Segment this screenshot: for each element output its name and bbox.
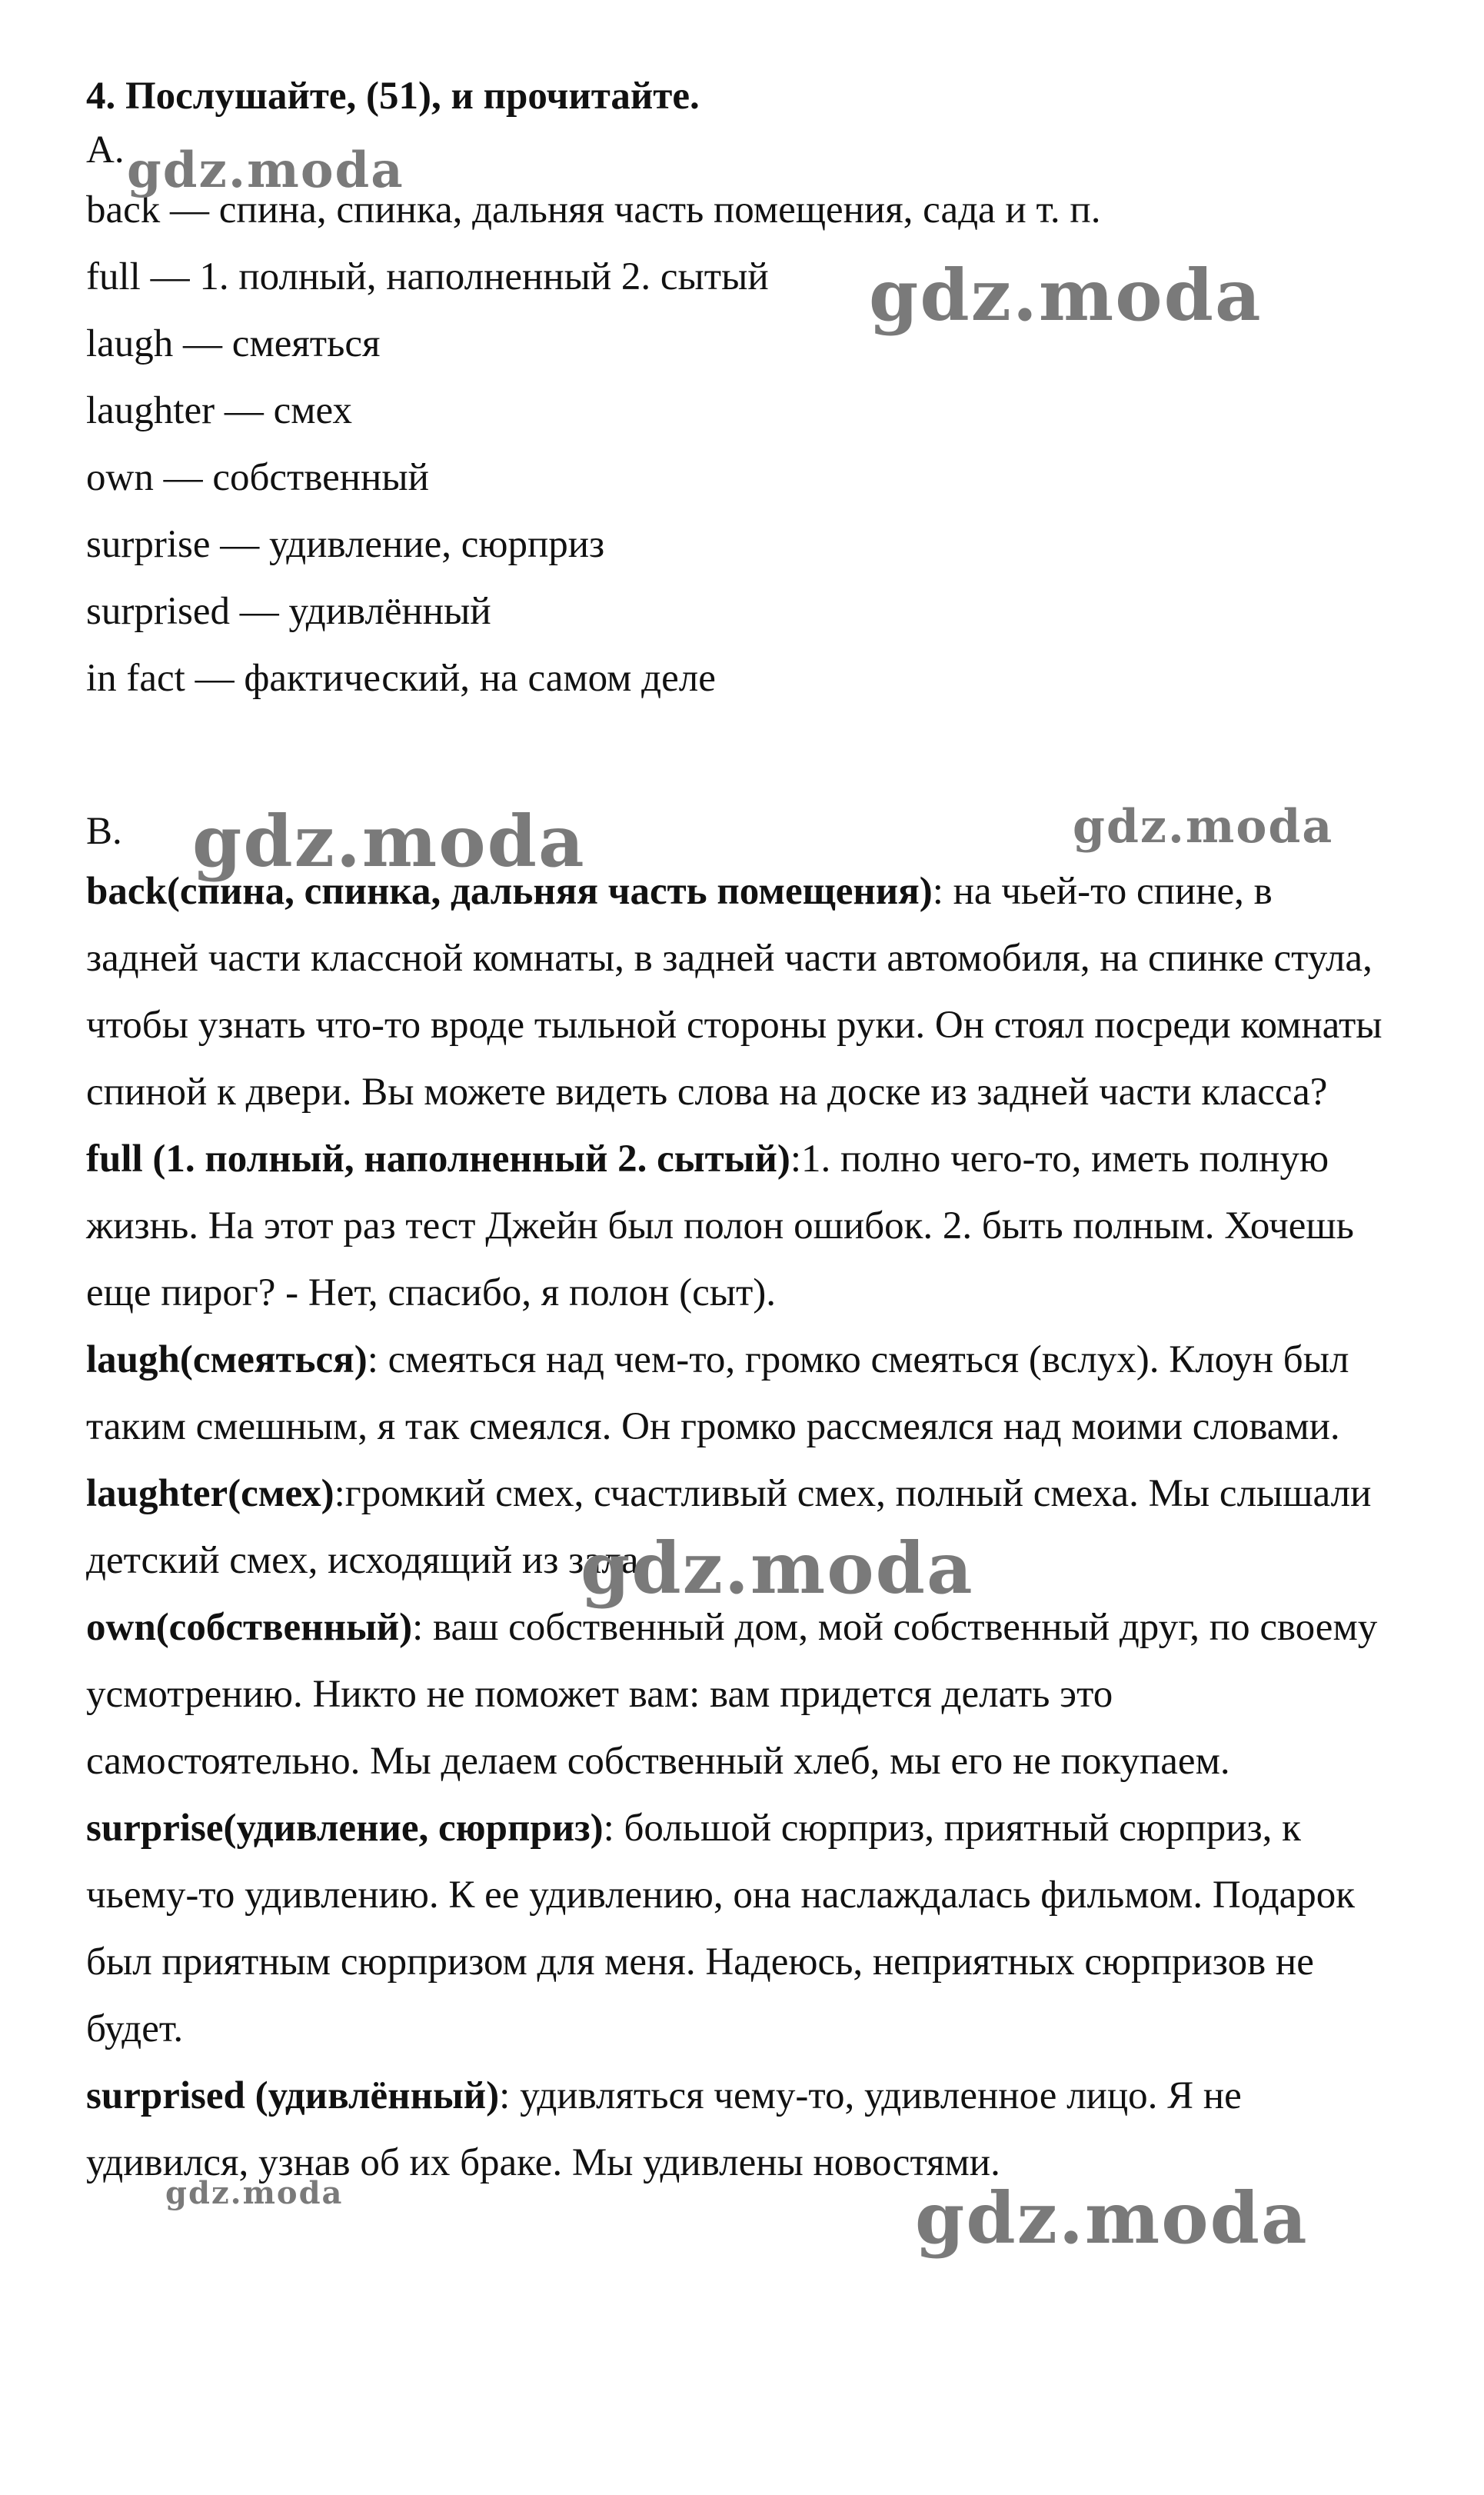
vocab-item: laugh — смеяться [86, 322, 381, 365]
section-b-label: B. [86, 810, 122, 853]
watermark: gdz.moda [127, 142, 404, 199]
vocab-entry [86, 1327, 1393, 1461]
vocab-item: surprise — удивление, сюрприз [86, 523, 605, 566]
entry-term: surprise(удивление, сюрприз) [86, 1807, 604, 1850]
section-a-label: A. [86, 128, 125, 172]
vocab-item: laughter — смех [86, 389, 352, 432]
vocab-item: own — собственный [86, 456, 429, 499]
entry-term: surprised (удивлённый) [86, 2074, 500, 2117]
exercise-heading: 4. Послушайте, (51), и прочитайте. [86, 75, 700, 118]
entry-text: : ваш собственный дом, мой собственный друг, по своему усмотрению. Никто не поможет вам: вам придется делать это самостоятельно. Мы делаем собственный хлеб, мы его не покупаем. [86, 1606, 1378, 1783]
entry-text: : смеяться над чем-то, громко смеяться (вслух). Клоун был таким смешным, я так смеялся. Он громко рассмеялся над моими словами. [86, 1338, 1349, 1448]
entry-term: laughter(смех) [86, 1472, 334, 1515]
vocab-entry [86, 1594, 1393, 1795]
entry-term: back(спина, спинка, дальняя часть помещения) [86, 870, 933, 913]
vocab-item: back — спина, спинка, дальняя часть помещения, сада и т. п. [86, 188, 1101, 232]
entry-term: own(собственный) [86, 1606, 413, 1649]
vocab-entry [86, 1795, 1393, 2063]
document-page [86, 69, 1393, 2197]
vocab-item: full — 1. полный, наполненный 2. сытый [86, 255, 769, 298]
watermark: gdz.moda [165, 2175, 344, 2211]
vocab-item: surprised — удивлённый [86, 590, 491, 633]
entry-text: : большой сюрприз, приятный сюрприз, к чьему-то удивлению. К ее удивлению, она наслаждалась фильмом. Подарок был приятным сюрпризом для меня. Надеюсь, неприятных сюрпризов не будет. [86, 1807, 1356, 2050]
entry-text: :громкий смех, счастливый смех, полный смеха. Мы слышали детский смех, исходящий из зала. [86, 1472, 1372, 1582]
vocab-item: in fact — фактический, на самом деле [86, 657, 716, 700]
watermark: gdz.moda [192, 800, 586, 883]
vocab-entry [86, 858, 1393, 1126]
entry-text: :1. полно чего-то, иметь полную жизнь. На этот раз тест Джейн был полон ошибок. 2. быть полным. Хочешь еще пирог? - Нет, спасибо, я полон (сыт). [86, 1138, 1354, 1314]
watermark: gdz.moda [581, 1527, 974, 1610]
watermark: gdz.moda [869, 254, 1263, 337]
entry-text: : удивляться чему-то, удивленное лицо. Я не удивился, узнав об их браке. Мы удивлены новостями. [86, 2074, 1242, 2184]
entry-term: full (1. полный, наполненный 2. сытый) [86, 1138, 790, 1181]
entry-term: laugh(смеяться) [86, 1338, 368, 1381]
entry-text: : на чьей-то спине, в задней части классной комнаты, в задней части автомобиля, на спинке стула, чтобы узнать что-то вроде тыльной стороны руки. Он стоял посреди комнаты спиной к двери. Вы можете видеть слова на доске из задней части класса? [86, 870, 1383, 1114]
vocab-entry [86, 1126, 1393, 1327]
watermark: gdz.moda [1073, 800, 1334, 854]
watermark: gdz.moda [915, 2177, 1309, 2260]
